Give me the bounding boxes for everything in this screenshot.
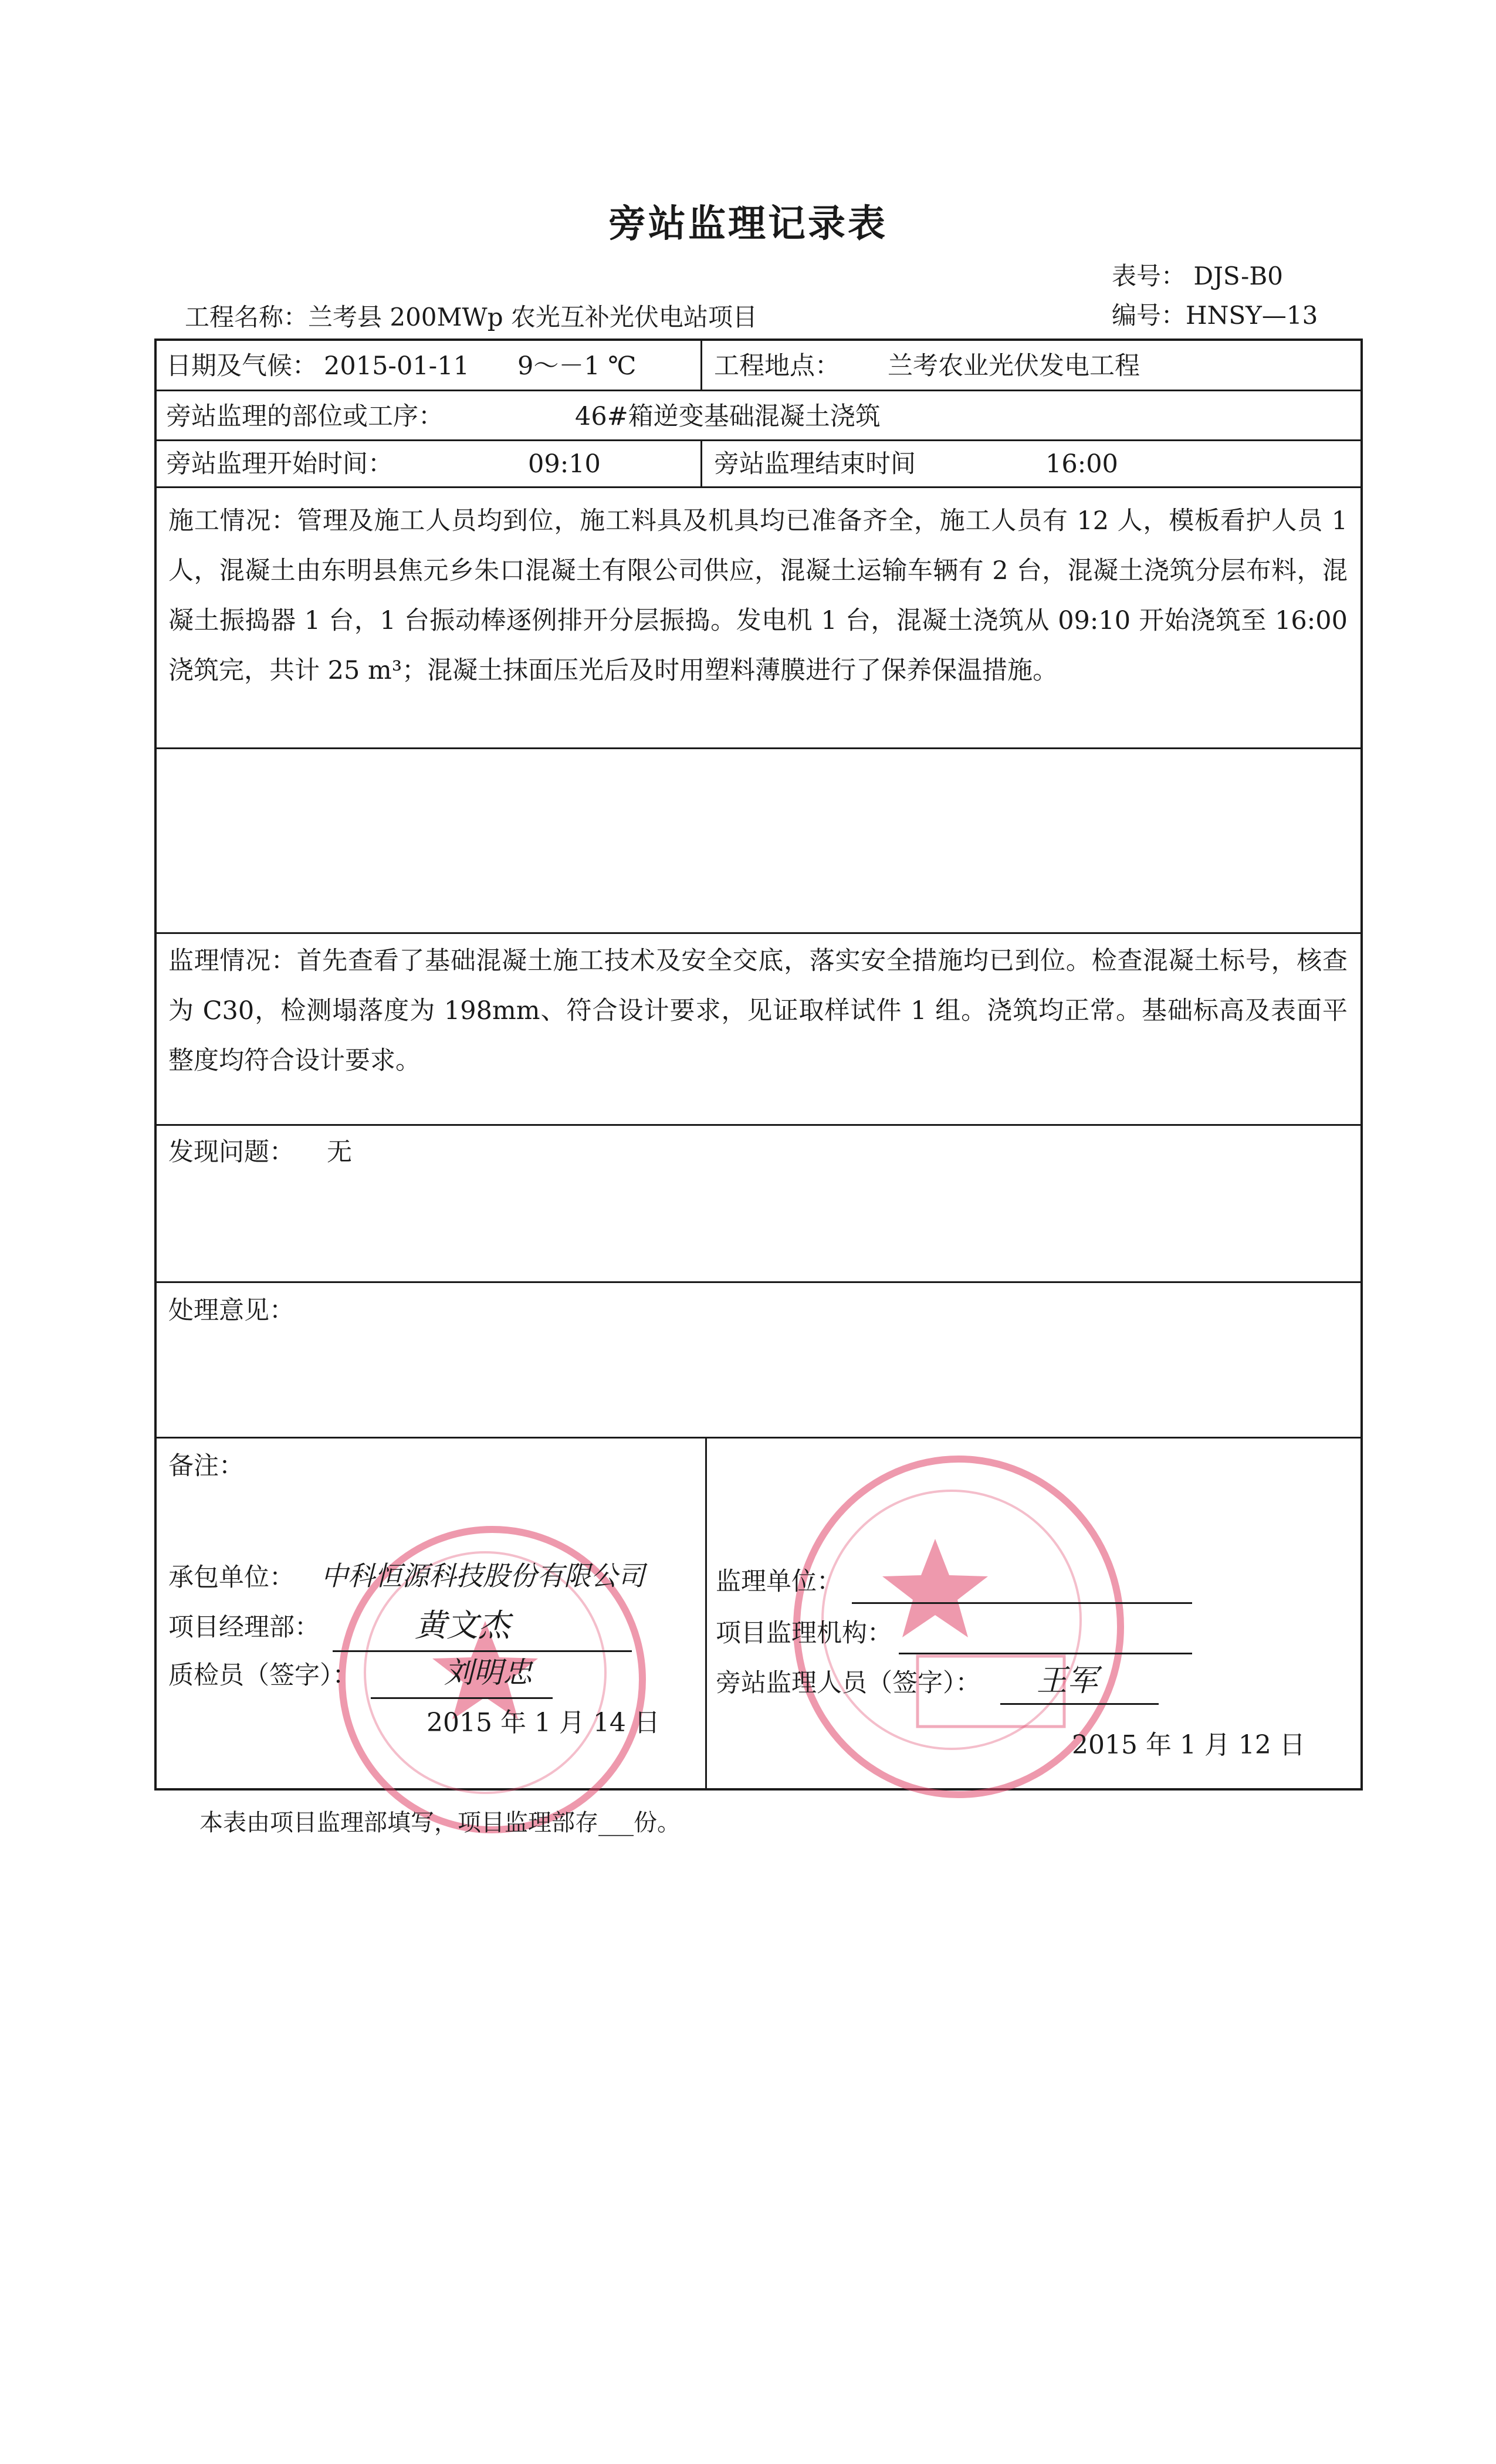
row-divider [157,439,1360,441]
page-title: 旁站监理记录表 [608,202,888,246]
location-label: 工程地点： [714,351,840,381]
project-name: 工程名称：兰考县 200MWp 农光互补光伏电站项目 [185,303,757,331]
supervision-section [168,936,1348,1086]
handling-label: 处理意见： [168,1296,295,1325]
row-divider [157,1281,1360,1283]
col-divider [700,439,702,486]
serial-number: 编号：HNSY—13 [1112,301,1318,330]
pm-sign-line [333,1650,632,1652]
footer-note: 本表由项目监理部填写，项目监理部存___份。 [199,1809,681,1836]
construction-section [168,496,1348,696]
end-time-label: 旁站监理结束时间 [714,449,916,479]
supervision-unit-label: 监理单位： [716,1567,842,1596]
supervisor-person-label: 旁站监理人员（签字）： [716,1668,981,1698]
part-value: 46#箱逆变基础混凝土浇筑 [575,402,881,431]
row-divider [157,747,1360,749]
issues-label: 发现问题： [168,1138,295,1167]
start-time-value: 09:10 [528,449,601,479]
start-time-label: 旁站监理开始时间： [166,449,393,479]
remarks-label: 备注： [168,1451,244,1481]
supervision-text: 首先查看了基础混凝土施工技术及安全交底，落实安全措施均已到位。检查混凝土标号，核查为 C30，检测塌落度为 198mm、符合设计要求，见证取样试件 1 组。浇筑均正常。基础标高及表面平整度均符合设计要求。 [168,946,1348,1075]
pm-signature: 黄文杰 [415,1607,510,1644]
contractor-date: 2015 年 1 月 14 日 [427,1708,660,1738]
record-form [154,339,1363,1791]
supervision-label: 监理情况： [168,946,297,976]
org-sign-line [899,1653,1192,1654]
col-divider [705,1437,707,1791]
location-value: 兰考农业光伏发电工程 [888,351,1140,381]
qc-sign-line [371,1697,553,1699]
construction-text: 管理及施工人员均到位，施工料具及机具均已准备齐全，施工人员有 12 人，模板看护人员 1 人，混凝土由东明县焦元乡朱口混凝土有限公司供应，混凝土运输车辆有 2 台，混凝土浇筑分层布料，混凝土振捣器 1 台，1 台振动棒逐例排开分层振捣。发电机 1 台，混凝土浇筑从 09:10 开始浇筑至 16:00 浇筑完，共计 25 m³；混凝土抹面压光后及时用塑料薄膜进行了保养保温措施。 [168,506,1348,685]
row-divider [157,932,1360,934]
part-label: 旁站监理的部位或工序： [166,402,444,431]
row-divider [157,1124,1360,1126]
pm-label: 项目经理部： [168,1613,320,1642]
weather-value: 9～－1 ℃ [517,351,637,381]
supervisor-date: 2015 年 1 月 12 日 [1072,1730,1305,1760]
supervision-org-label: 项目监理机构： [716,1619,892,1648]
unit-sign-line [852,1602,1192,1604]
form-number: 表号： DJS-B0 [1112,262,1283,290]
row-divider [157,390,1360,391]
construction-label: 施工情况： [168,506,297,536]
contractor-label: 承包单位： [168,1563,295,1592]
qc-signature: 刘明忠 [444,1656,532,1690]
col-divider [700,341,702,390]
person-sign-line [1000,1703,1159,1705]
end-time-value: 16:00 [1045,449,1118,479]
supervisor-signature: 王军 [1037,1663,1098,1698]
row-divider [157,1437,1360,1439]
issues-value: 无 [327,1138,352,1167]
row-divider [157,486,1360,488]
qc-label: 质检员（签字）： [168,1661,358,1690]
contractor-signature: 中科恒源科技股份有限公司 [321,1560,645,1592]
date-value: 2015-01-11 [324,351,469,381]
date-weather-label: 日期及气候： [166,351,317,381]
